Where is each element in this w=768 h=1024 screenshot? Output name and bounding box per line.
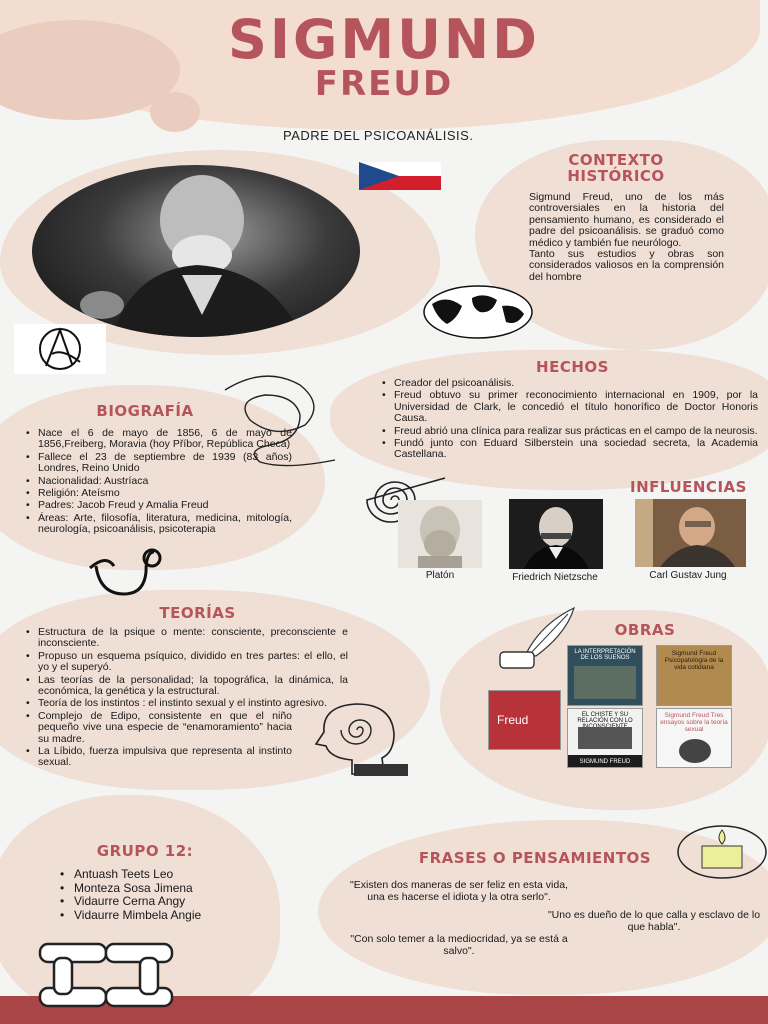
list-item: • Creador del psicoanálisis.: [382, 378, 758, 389]
list-item: • Vidaurre Cerna Angy: [60, 895, 260, 909]
globe-icon: [422, 284, 534, 340]
jung-image: [635, 499, 746, 567]
obras-heading: OBRAS: [614, 621, 676, 639]
grupo-list: [60, 868, 260, 922]
list-item: • Monteza Sosa Jimena: [60, 882, 260, 896]
book-cover: [567, 645, 643, 706]
book-cover: [488, 690, 561, 750]
contexto-paragraph-1: Sigmund Freud, uno de los más controversiales en la historia del pensamiento humano, es considerado el padre del psicoanálisis. se graduó como médico y también fue neurólogo.: [529, 191, 724, 249]
contexto-heading: [560, 152, 672, 184]
plato-image: [398, 500, 482, 568]
hechos-list: [382, 378, 758, 462]
page-title-secondary: FREUD: [314, 64, 454, 104]
contexto-heading-line1: CONTEXTO: [568, 151, 664, 169]
book-title: LA INTERPRETACIÓN DE LOS SUEÑOS: [574, 649, 636, 661]
list-item: • Religión: Ateísmo: [26, 488, 292, 499]
list-item: • Áreas: Arte, filosofía, literatura, medicina, mitología, neurología, psicoanálisis, psicoterapia: [26, 513, 292, 536]
book-title: Freud: [497, 713, 529, 727]
czech-flag-icon: [359, 162, 441, 190]
list-item: • Fallece el 23 de septiembre de 1939 (83 años) Londres, Reino Unido: [26, 452, 292, 475]
grupo-heading: GRUPO 12:: [96, 842, 194, 860]
page-subtitle: PADRE DEL PSICOANÁLISIS.: [283, 128, 474, 143]
hechos-heading: HECHOS: [536, 358, 609, 376]
candle-icon: [676, 822, 768, 882]
list-item: • Padres: Jacob Freud y Amalia Freud: [26, 500, 292, 511]
joined-hands-icon: [36, 938, 176, 1014]
list-item: • Freud abrió una clínica para realizar sus prácticas en el campo de la neurosis.: [382, 426, 758, 437]
list-item: • La Líbido, fuerza impulsiva que representa al instinto sexual.: [26, 746, 348, 769]
stethoscope-icon: [86, 544, 166, 600]
list-item: • Teoría de los instintos : el instinto sexual y el instinto agresivo.: [26, 698, 348, 709]
atheism-symbol-icon: [14, 324, 106, 374]
teorias-list: [26, 627, 348, 770]
contexto-heading-line2: HISTÓRICO: [567, 167, 665, 185]
book-cover: [656, 645, 732, 706]
book-author: SIGMUND FREUD: [579, 759, 631, 765]
list-item: • Freud obtuvo su primer reconocimiento internacional en 1909, por la Universidad de Clark, le concedió el título honorífico de Doctor Honoris Causa.: [382, 390, 758, 424]
book-title: Sigmund Freud Tres ensayos sobre la teoría sexual: [660, 712, 728, 733]
list-item: • Las teorías de la personalidad; la topográfica, la dinámica, la económica, la genética y la estructural.: [26, 675, 348, 698]
influence-caption: Platón: [425, 570, 455, 581]
quote: "Con solo temer a la mediocridad, ya se está a salvo".: [350, 933, 568, 957]
influencias-heading: INFLUENCIAS: [630, 478, 747, 496]
biografia-heading: BIOGRAFÍA: [96, 402, 194, 420]
nietzsche-image: [509, 499, 603, 569]
list-item: • Propuso un esquema psíquico, dividido en tres partes: el ello, el yo y el superyó.: [26, 651, 348, 674]
list-item: • Nacionalidad: Austríaca: [26, 476, 292, 487]
list-item: • Vidaurre Mimbela Angie: [60, 909, 260, 923]
list-item: • Fundó junto con Eduard Silberstein una sociedad secreta, la Academia Castellana.: [382, 438, 758, 461]
book-title: Sigmund Freud Psicopatología de la vida cotidiana: [664, 650, 724, 671]
book-title: EL CHISTE Y SU RELACIÓN CON LO: [577, 712, 633, 724]
biografia-list: [26, 428, 292, 537]
list-item: • Nace el 6 de mayo de 1856, 6 de mayo de 1856,Freiberg, Moravia (hoy Příbor, República Checa): [26, 428, 292, 451]
freud-portrait: [32, 165, 360, 337]
list-item: • Complejo de Edipo, consistente en que el niño pequeño vive una especie de “enamoramiento” hacia su madre.: [26, 711, 348, 745]
teorias-heading: TEORÍAS: [159, 604, 236, 622]
quote: "Uno es dueño de lo que calla y esclavo de lo que habla".: [547, 909, 761, 933]
frases-heading: FRASES O PENSAMIENTOS: [418, 849, 652, 867]
list-item: • Antuash Teets Leo: [60, 868, 260, 882]
contexto-text: [529, 192, 724, 283]
book-cover: [567, 708, 643, 768]
page-title: SIGMUND: [228, 8, 540, 71]
book-cover: [656, 708, 732, 768]
list-item: • Estructura de la psique o mente: consciente, preconsciente e inconsciente.: [26, 627, 348, 650]
influence-caption: Friedrich Nietzsche: [512, 572, 598, 583]
head-spiral-icon: [312, 700, 408, 776]
quill-icon: [496, 604, 578, 674]
influence-caption: Carl Gustav Jung: [649, 570, 727, 581]
quote: "Existen dos maneras de ser feliz en esta vida, una es hacerse el idiota y la otra serlo".: [350, 879, 568, 903]
contexto-paragraph-2: Tanto sus estudios y obras son considerados valiosos en la comprensión del hombre: [529, 248, 724, 283]
